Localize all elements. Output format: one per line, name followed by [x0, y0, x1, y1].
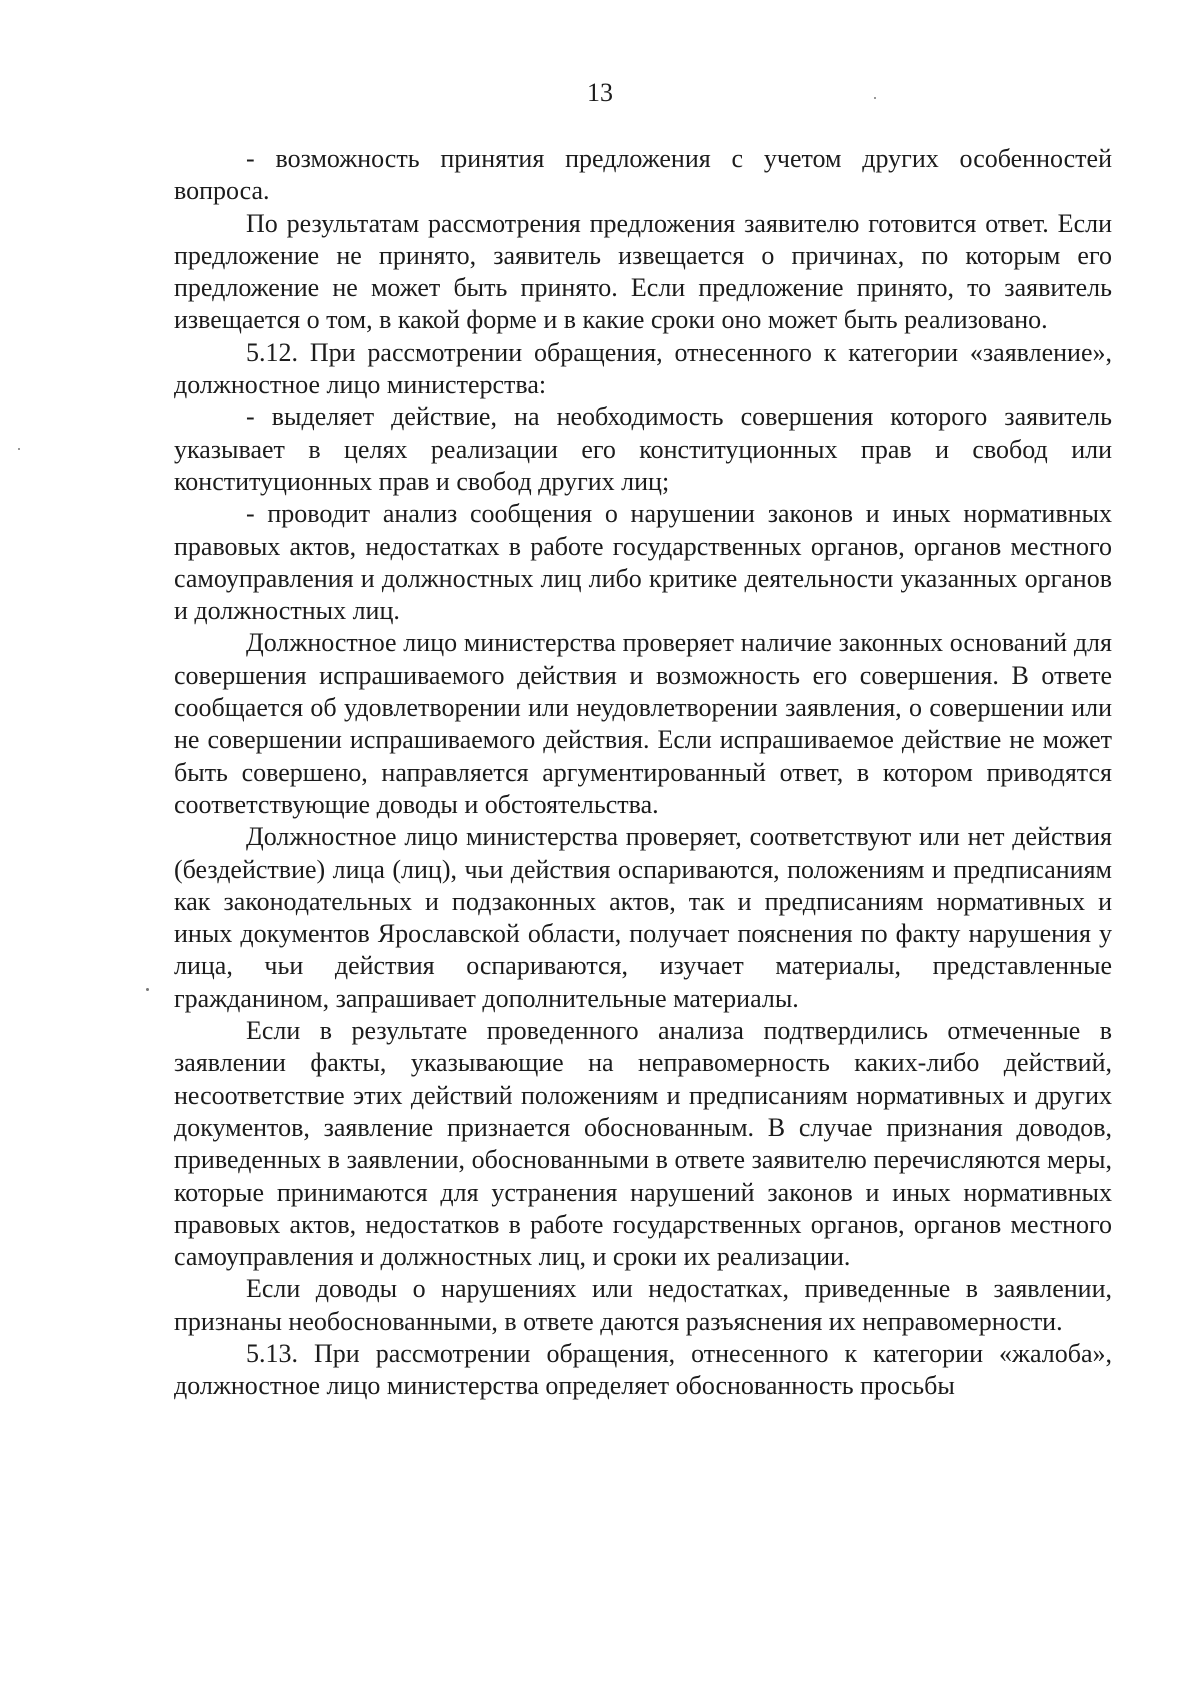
paragraph: 5.13. При рассмотрении обращения, отнесенного к категории «жалоба», должностное лицо министерства определяет обоснованность просьбы: [174, 1338, 1112, 1401]
paragraph: - проводит анализ сообщения о нарушении законов и иных нормативных правовых актов, недостатках в работе государственных органов, органов местного самоуправления и должностных лиц либо критике деятельности указанных органов и должностных лиц.: [174, 499, 1112, 626]
scan-speck: [874, 97, 876, 99]
paragraph: Должностное лицо министерства проверяет, соответствуют или нет действия (бездействие) лица (лиц), чьи действия оспариваются, положениям и предписаниям как законодательных и подзаконных актов, так и предписаниям нормативных и иных документов Ярославской области, получает пояснения по факту нарушения у лица, чьи действия оспариваются, изучает материалы, представленные гражданином, запрашивает дополнительные материалы.: [174, 822, 1112, 1013]
paragraph: Должностное лицо министерства проверяет наличие законных оснований для совершения испрашиваемого действия и возможность его совершения. В ответе сообщается об удовлетворении или неудовлетворении заявления, о совершении или не совершении испрашиваемого действия. Если испрашиваемое действие не может быть совершено, направляется аргументированный ответ, в котором приводятся соответствующие доводы и обстоятельства.: [174, 628, 1112, 819]
scan-speck: [18, 448, 20, 450]
paragraph: Если доводы о нарушениях или недостатках, приведенные в заявлении, признаны необоснованными, в ответе даются разъяснения их неправомерности.: [174, 1274, 1112, 1336]
paragraph: 5.12. При рассмотрении обращения, отнесенного к категории «заявление», должностное лицо министерства:: [174, 337, 1112, 400]
scan-speck: [146, 988, 149, 991]
document-body: [174, 143, 1112, 1403]
paragraph: - выделяет действие, на необходимость совершения которого заявитель указывает в целях реализации его конституционных прав и свобод или конституционных прав и свобод других лиц;: [174, 402, 1112, 496]
page-number: 13: [587, 78, 613, 107]
paragraph: Если в результате проведенного анализа подтвердились отмеченные в заявлении факты, указывающие на неправомерность каких-либо действий, несоответствие этих действий положениям и предписаниям нормативных и других документов, заявление признается обоснованным. В случае признания доводов, приведенных в заявлении, обоснованными в ответе заявителю перечисляются меры, которые принимаются для устранения нарушений законов и иных нормативных правовых актов, недостатков в работе государственных органов, органов местного самоуправления и должностных лиц, и сроки их реализации.: [174, 1016, 1112, 1272]
paragraph: - возможность принятия предложения с учетом других особенностей вопроса.: [174, 144, 1112, 206]
paragraph: По результатам рассмотрения предложения заявителю готовится ответ. Если предложение не принято, заявитель извещается о причинах, по которым его предложение не может быть принято. Если предложение принято, то заявитель извещается о том, в какой форме и в какие сроки оно может быть реализовано.: [174, 208, 1112, 335]
